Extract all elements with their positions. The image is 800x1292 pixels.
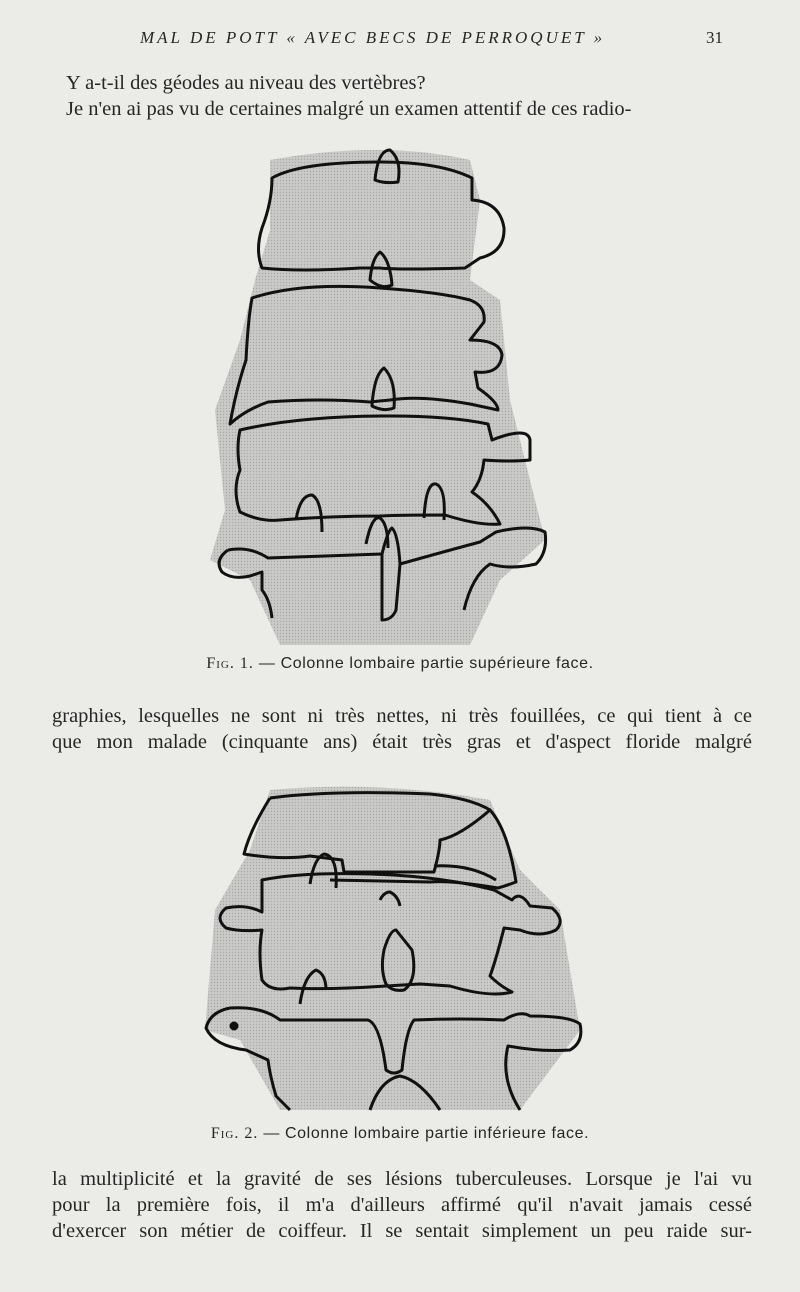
figure-1-dash: — [258,655,276,672]
running-head: MAL DE POTT « AVEC BECS DE PERROQUET » [140,28,606,47]
figure-1-text: Colonne lombaire partie supérieure face. [280,655,594,672]
figure-1-label: Fig. 1. [206,655,254,672]
paragraph-3-line-1: la multiplicité et la gravité de ses lésions tuberculeuses. Lorsque je l'ai vu [52,1168,752,1190]
figure-2-caption [0,1125,800,1143]
paragraph-3 [52,1166,752,1244]
paragraph-1-line-1: Y a-t-il des géodes au niveau des vertèbres? [66,72,426,94]
paragraph-2-line-1: graphies, lesquelles ne sont ni très nettes, ni très fouillées, ce qui tient à ce [52,705,752,727]
page-number: 31 [706,28,723,47]
paragraph-1 [52,70,752,122]
paragraph-2 [52,703,752,755]
figure-2-text: Colonne lombaire partie inférieure face. [285,1125,590,1142]
paragraph-3-line-2: pour la première fois, il m'a d'ailleurs affirmé qu'il n'avait jamais cessé [52,1194,752,1216]
paragraph-2-line-2: que mon malade (cinquante ans) était très gras et d'aspect floride malgré [52,731,752,753]
figure-1-illustration [0,140,800,650]
paragraph-1-line-2: Je n'en ai pas vu de certaines malgré un examen attentif de ces radio- [66,98,632,120]
figure-1-caption [0,655,800,673]
figure-2-dash: — [263,1125,280,1142]
figure-2-label: Fig. 2. [210,1125,259,1142]
paragraph-3-line-3: d'exercer son métier de coiffeur. Il se sentait simplement un peu raide sur- [52,1220,752,1242]
figure-2-illustration [0,780,800,1120]
